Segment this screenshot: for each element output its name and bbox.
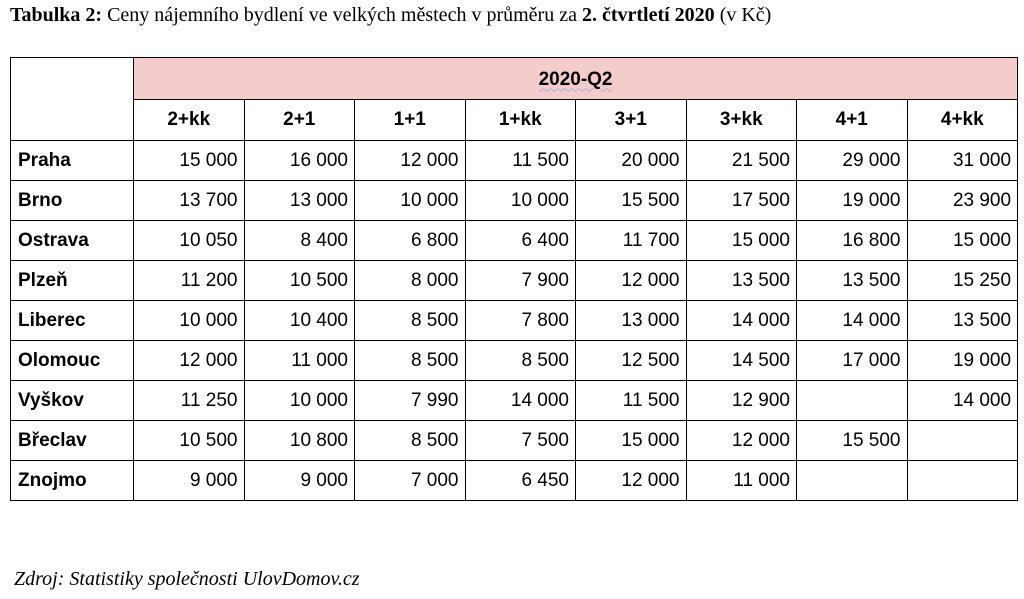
price-cell: 31 000 xyxy=(907,141,1018,181)
price-cell: 10 500 xyxy=(244,261,355,301)
city-cell: Olomouc xyxy=(11,341,134,381)
column-header: 1+kk xyxy=(465,100,576,141)
price-cell: 11 700 xyxy=(576,221,687,261)
column-header: 1+1 xyxy=(355,100,466,141)
caption-period: 2. čtvrtletí 2020 xyxy=(581,4,715,26)
price-cell: 12 900 xyxy=(686,381,797,421)
price-cell: 17 000 xyxy=(797,341,908,381)
price-cell: 8 500 xyxy=(355,421,466,461)
price-cell: 7 990 xyxy=(355,381,466,421)
price-cell: 10 500 xyxy=(134,421,245,461)
price-cell xyxy=(907,421,1018,461)
price-cell xyxy=(797,381,908,421)
price-cell: 8 500 xyxy=(355,301,466,341)
column-header: 2+kk xyxy=(134,100,245,141)
price-cell: 6 800 xyxy=(355,221,466,261)
price-cell: 9 000 xyxy=(244,461,355,501)
price-cell: 14 000 xyxy=(465,381,576,421)
table-row xyxy=(11,461,1018,501)
period-header xyxy=(134,58,1018,100)
city-cell: Znojmo xyxy=(11,461,134,501)
table-row xyxy=(11,221,1018,261)
price-cell: 29 000 xyxy=(797,141,908,181)
price-cell: 15 250 xyxy=(907,261,1018,301)
price-cell: 9 000 xyxy=(134,461,245,501)
price-cell: 8 500 xyxy=(465,341,576,381)
column-header-row xyxy=(11,100,1018,141)
price-cell: 11 000 xyxy=(686,461,797,501)
price-cell: 11 000 xyxy=(244,341,355,381)
table-row xyxy=(11,341,1018,381)
price-cell: 13 500 xyxy=(686,261,797,301)
table-row xyxy=(11,421,1018,461)
price-cell: 15 000 xyxy=(576,421,687,461)
column-header: 3+kk xyxy=(686,100,797,141)
table-row xyxy=(11,261,1018,301)
price-cell: 11 250 xyxy=(134,381,245,421)
caption-suffix: (v Kč) xyxy=(714,4,772,26)
price-cell: 7 500 xyxy=(465,421,576,461)
price-cell: 15 500 xyxy=(576,181,687,221)
city-cell: Břeclav xyxy=(11,421,134,461)
price-cell: 13 000 xyxy=(244,181,355,221)
period-label: 2020-Q2 xyxy=(538,68,613,90)
price-cell: 14 000 xyxy=(797,301,908,341)
price-cell: 10 050 xyxy=(134,221,245,261)
price-cell: 8 400 xyxy=(244,221,355,261)
price-cell: 20 000 xyxy=(576,141,687,181)
price-cell: 14 000 xyxy=(907,381,1018,421)
city-cell: Brno xyxy=(11,181,134,221)
price-cell: 14 000 xyxy=(686,301,797,341)
price-cell: 17 500 xyxy=(686,181,797,221)
city-cell: Vyškov xyxy=(11,381,134,421)
price-cell: 12 500 xyxy=(576,341,687,381)
price-cell: 13 500 xyxy=(797,261,908,301)
table-row xyxy=(11,301,1018,341)
table-row xyxy=(11,181,1018,221)
caption-label: Tabulka 2: xyxy=(10,4,103,26)
column-header: 2+1 xyxy=(244,100,355,141)
price-cell xyxy=(797,461,908,501)
price-cell: 15 000 xyxy=(686,221,797,261)
price-cell: 21 500 xyxy=(686,141,797,181)
price-cell: 13 000 xyxy=(576,301,687,341)
source-note: Zdroj: Statistiky společnosti UlovDomov.cz xyxy=(14,568,360,590)
table-body xyxy=(11,141,1018,501)
price-cell: 12 000 xyxy=(686,421,797,461)
city-cell: Praha xyxy=(11,141,134,181)
price-cell: 10 400 xyxy=(244,301,355,341)
price-cell: 10 800 xyxy=(244,421,355,461)
price-cell: 19 000 xyxy=(907,341,1018,381)
caption-text: Ceny nájemního bydlení ve velkých městech v průměru za xyxy=(102,4,582,26)
price-cell: 15 500 xyxy=(797,421,908,461)
city-cell: Plzeň xyxy=(11,261,134,301)
price-cell: 7 900 xyxy=(465,261,576,301)
price-cell: 12 000 xyxy=(576,461,687,501)
price-cell: 10 000 xyxy=(465,181,576,221)
column-header: 4+1 xyxy=(797,100,908,141)
price-cell: 7 000 xyxy=(355,461,466,501)
corner-cell xyxy=(11,58,134,141)
price-cell: 15 000 xyxy=(907,221,1018,261)
price-cell: 8 000 xyxy=(355,261,466,301)
table-caption xyxy=(10,4,771,27)
rent-price-table xyxy=(10,57,1018,501)
price-cell: 10 000 xyxy=(244,381,355,421)
price-cell: 23 900 xyxy=(907,181,1018,221)
city-cell: Ostrava xyxy=(11,221,134,261)
city-cell: Liberec xyxy=(11,301,134,341)
price-cell: 10 000 xyxy=(355,181,466,221)
price-cell: 14 500 xyxy=(686,341,797,381)
price-cell: 12 000 xyxy=(134,341,245,381)
period-header-row xyxy=(11,58,1018,100)
price-cell: 6 400 xyxy=(465,221,576,261)
column-header: 3+1 xyxy=(576,100,687,141)
price-cell xyxy=(907,461,1018,501)
price-cell: 12 000 xyxy=(576,261,687,301)
price-cell: 6 450 xyxy=(465,461,576,501)
price-cell: 11 500 xyxy=(465,141,576,181)
price-cell: 16 800 xyxy=(797,221,908,261)
table-row xyxy=(11,141,1018,181)
price-cell: 13 700 xyxy=(134,181,245,221)
price-cell: 15 000 xyxy=(134,141,245,181)
price-cell: 19 000 xyxy=(797,181,908,221)
price-cell: 16 000 xyxy=(244,141,355,181)
price-cell: 7 800 xyxy=(465,301,576,341)
price-cell: 13 500 xyxy=(907,301,1018,341)
table-row xyxy=(11,381,1018,421)
price-cell: 12 000 xyxy=(355,141,466,181)
price-cell: 8 500 xyxy=(355,341,466,381)
price-cell: 11 200 xyxy=(134,261,245,301)
price-cell: 11 500 xyxy=(576,381,687,421)
column-header: 4+kk xyxy=(907,100,1018,141)
price-cell: 10 000 xyxy=(134,301,245,341)
